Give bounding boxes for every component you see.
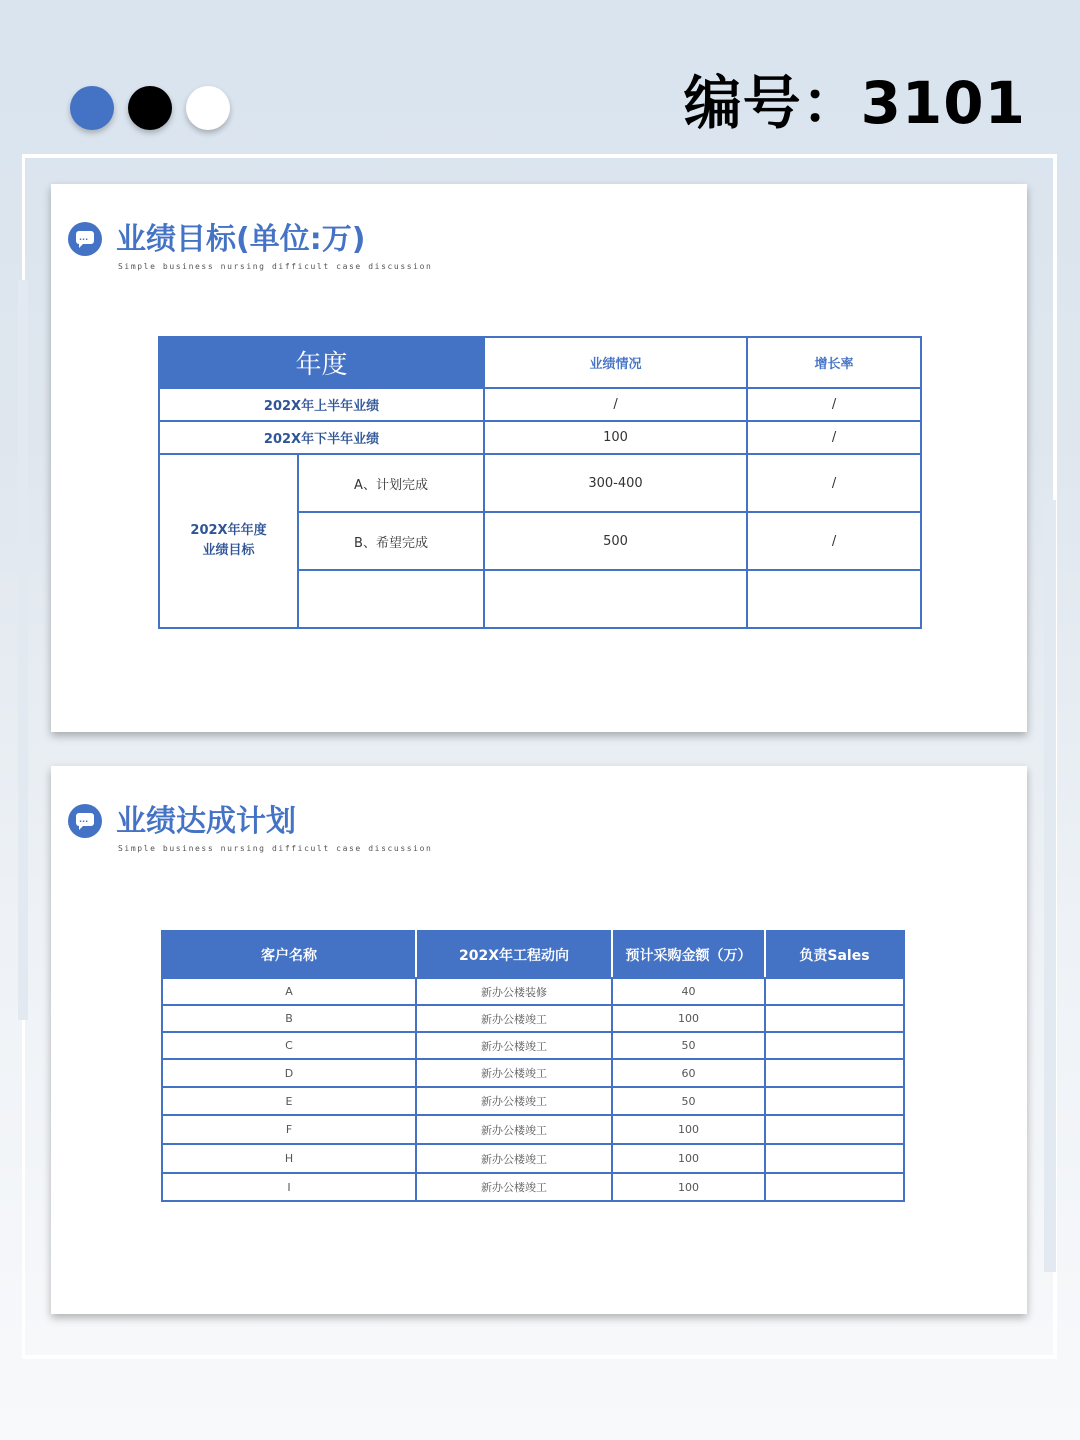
cell-amount: 100	[612, 1173, 765, 1201]
cell-sales	[765, 1144, 904, 1173]
cell-customer: D	[162, 1059, 416, 1087]
cell-amount: 100	[612, 1005, 765, 1032]
section-title: 业绩达成计划	[116, 804, 296, 839]
cell-project: 新办公楼竣工	[416, 1005, 612, 1032]
sub-row-label: B、希望完成	[298, 512, 484, 570]
empty-cell	[747, 570, 921, 628]
cell-project: 新办公楼竣工	[416, 1144, 612, 1173]
cell-project: 新办公楼竣工	[416, 1115, 612, 1144]
cell-project: 新办公楼竣工	[416, 1032, 612, 1059]
cell-growth: /	[747, 421, 921, 454]
cell-amount: 60	[612, 1059, 765, 1087]
cell-customer: I	[162, 1173, 416, 1201]
row-label: 202X年上半年业绩	[159, 388, 484, 421]
table-row	[162, 1059, 904, 1087]
cell-amount: 40	[612, 978, 765, 1005]
cell-customer: F	[162, 1115, 416, 1144]
cell-sales	[765, 1173, 904, 1201]
column-header-amount: 预计采购金额（万）	[612, 931, 765, 978]
blue-dot	[70, 86, 114, 130]
cell-customer: C	[162, 1032, 416, 1059]
cell-sales	[765, 978, 904, 1005]
group-label-line1: 202X年年度	[190, 523, 267, 538]
column-header-project: 202X年工程动向	[416, 931, 612, 978]
cell-performance: /	[484, 388, 747, 421]
sub-row-label: A、计划完成	[298, 454, 484, 512]
cell-performance: 300-400	[484, 454, 747, 512]
cell-customer: A	[162, 978, 416, 1005]
cell-growth: /	[747, 388, 921, 421]
performance-target-table	[158, 336, 922, 629]
column-header-performance: 业绩情况	[484, 337, 747, 388]
empty-cell	[298, 570, 484, 628]
table-row	[162, 1032, 904, 1059]
column-header-year: 年度	[159, 337, 484, 388]
table-row	[162, 1115, 904, 1144]
cell-performance: 100	[484, 421, 747, 454]
cell-sales	[765, 1005, 904, 1032]
frame-gap-right	[1044, 500, 1056, 1272]
table-row	[162, 1005, 904, 1032]
empty-cell	[484, 570, 747, 628]
performance-plan-card	[51, 766, 1027, 1314]
cell-amount: 100	[612, 1115, 765, 1144]
cell-project: 新办公楼竣工	[416, 1059, 612, 1087]
cell-sales	[765, 1087, 904, 1115]
cell-growth: /	[747, 454, 921, 512]
cell-customer: B	[162, 1005, 416, 1032]
column-header-sales: 负责Sales	[765, 931, 904, 978]
cell-sales	[765, 1032, 904, 1059]
document-number: 编号：3101	[683, 69, 1026, 137]
performance-target-card	[51, 184, 1027, 732]
table-row	[162, 1144, 904, 1173]
cell-customer: E	[162, 1087, 416, 1115]
table-row	[162, 978, 904, 1005]
frame-gap-left	[18, 280, 28, 1020]
column-header-growth: 增长率	[747, 337, 921, 388]
chat-bubble-icon: ···	[68, 804, 102, 838]
cell-project: 新办公楼装修	[416, 978, 612, 1005]
table-row	[162, 1087, 904, 1115]
black-dot	[128, 86, 172, 130]
section-subtitle: Simple business nursing difficult case discussion	[118, 844, 433, 853]
performance-plan-table	[161, 930, 905, 1202]
cell-sales	[765, 1059, 904, 1087]
section-title: 业绩目标(单位:万)	[116, 222, 366, 257]
group-label	[159, 454, 298, 628]
chat-bubble-icon: ···	[68, 222, 102, 256]
row-label: 202X年下半年业绩	[159, 421, 484, 454]
table-row	[162, 1173, 904, 1201]
cell-sales	[765, 1115, 904, 1144]
column-header-customer: 客户名称	[162, 931, 416, 978]
cell-growth: /	[747, 512, 921, 570]
cell-amount: 50	[612, 1032, 765, 1059]
cell-amount: 50	[612, 1087, 765, 1115]
section-subtitle: Simple business nursing difficult case discussion	[118, 262, 433, 271]
group-label-line2: 业绩目标	[202, 543, 255, 558]
cell-project: 新办公楼竣工	[416, 1087, 612, 1115]
cell-performance: 500	[484, 512, 747, 570]
cell-project: 新办公楼竣工	[416, 1173, 612, 1201]
cell-amount: 100	[612, 1144, 765, 1173]
cell-customer: H	[162, 1144, 416, 1173]
white-dot	[186, 86, 230, 130]
